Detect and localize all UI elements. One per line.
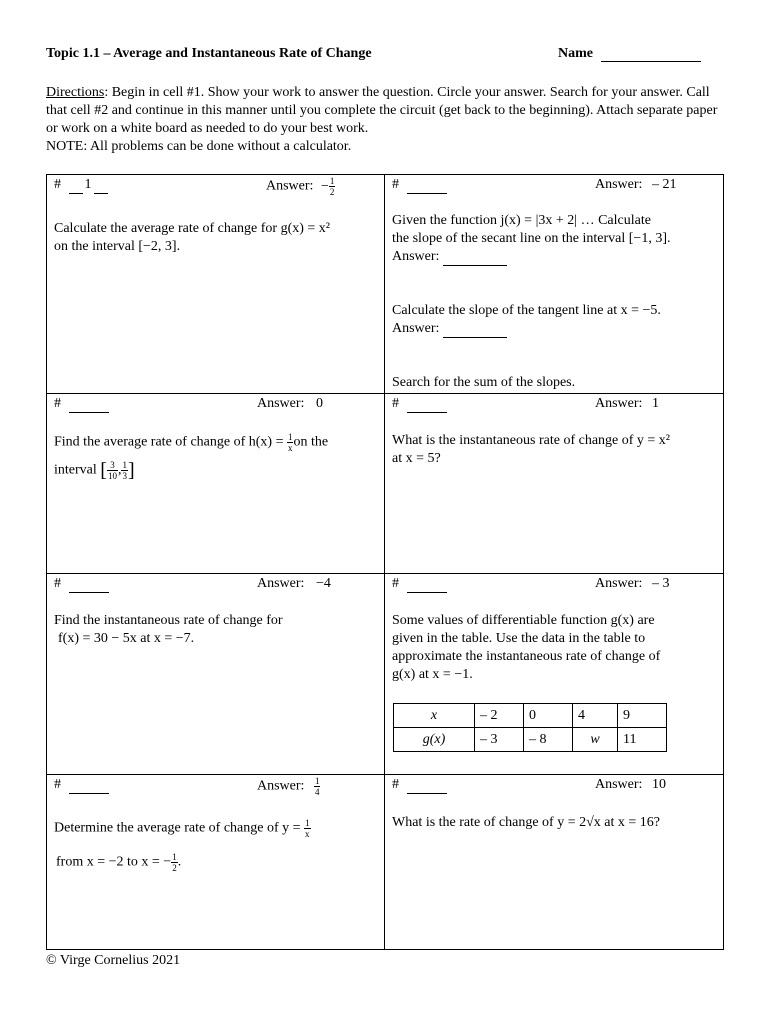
table-cell: w <box>573 728 618 752</box>
directions-block <box>46 84 726 156</box>
grid-divider-row-3 <box>46 774 724 775</box>
directions-label: Directions <box>46 85 105 100</box>
cell-3-answer: Answer: 0 <box>257 396 323 411</box>
cell-2-answer-blank-2[interactable] <box>443 324 507 338</box>
cell-4-problem: What is the instantaneous rate of change of y = x² at x = 5? <box>392 433 671 466</box>
cell-2-number: # <box>392 176 447 194</box>
cell-7-answer: Answer: $\frac{1}{4}$ <box>257 776 320 797</box>
grid-divider-row-2 <box>46 573 724 574</box>
table-cell: – 2 <box>475 704 524 728</box>
grid-divider-row-1 <box>46 393 724 394</box>
cell-5-number-blank[interactable] <box>69 579 109 593</box>
cell-5-number: # <box>54 575 109 593</box>
cell-1-number: # 1 <box>54 176 108 194</box>
table-cell: 9 <box>618 704 667 728</box>
cell-4-answer: Answer: 1 <box>595 396 659 411</box>
table-cell: 0 <box>524 704 573 728</box>
page-title: Topic 1.1 – Average and Instantaneous Rate of Change <box>46 46 372 61</box>
table-cell: 4 <box>573 704 618 728</box>
cell-3-number-blank[interactable] <box>69 399 109 413</box>
cell-3-interval: interval [ $\frac{3}{10}$ , $\frac{1}{3}$ ] <box>54 459 135 482</box>
cell-1-answer: Answer: − $\frac{1}{2}$ <box>266 176 335 197</box>
name-field[interactable] <box>558 46 701 62</box>
grid-divider-vertical <box>384 174 385 950</box>
name-blank[interactable] <box>601 49 701 62</box>
table-cell: x <box>394 704 475 728</box>
cell-7-problem: Determine the average rate of change of y = $\frac{1}{x}$ <box>54 818 310 839</box>
cell-5-answer: Answer: −4 <box>257 576 331 591</box>
cell-2-search: Search for the sum of the slopes. <box>392 375 576 390</box>
table-cell: – 3 <box>475 728 524 752</box>
cell-6-number-blank[interactable] <box>407 579 447 593</box>
copyright: © Virge Cornelius 2021 <box>46 953 181 968</box>
cell-4-number: # <box>392 395 447 413</box>
cell-5-problem: Find the instantaneous rate of change for f(x) = 30 − 5x at x = −7. <box>54 613 283 646</box>
table-cell: 11 <box>618 728 667 752</box>
cell-8-number: # <box>392 776 447 794</box>
cell-7-number-blank[interactable] <box>69 780 109 794</box>
cell-2-problem: Given the function j(x) = |3x + 2| … Calculate the slope of the secant line on the interval [−1, 3]. Answer: <box>392 213 671 264</box>
table-cell: g(x) <box>394 728 475 752</box>
cell-7-range: from x = −2 to x = − $\frac{1}{2}$ . <box>56 852 182 873</box>
cell-8-number-blank[interactable] <box>407 780 447 794</box>
cell-2-answer: Answer: – 21 <box>595 177 677 192</box>
cell-6-problem: Some values of differentiable function g(x) are given in the table. Use the data in the table to approximate the instantaneous rate of change of g(x) at x = −1. <box>392 613 661 682</box>
cell-3-number: # <box>54 395 109 413</box>
cell-8-problem: What is the rate of change of y = 2√x at x = 16? <box>392 815 660 830</box>
cell-6-data-table <box>393 703 667 752</box>
cell-7-number: # <box>54 776 109 794</box>
cell-1-number-value: 1 <box>84 177 92 192</box>
cell-2-number-blank[interactable] <box>407 180 447 194</box>
table-cell: – 8 <box>524 728 573 752</box>
cell-2-problem-tangent: Calculate the slope of the tangent line at x = −5. Answer: <box>392 303 661 336</box>
cell-8-answer: Answer: 10 <box>595 777 666 792</box>
cell-1-problem: Calculate the average rate of change for g(x) = x² on the interval [−2, 3]. <box>54 221 331 254</box>
cell-4-number-blank[interactable] <box>407 399 447 413</box>
cell-2-answer-blank-1[interactable] <box>443 252 507 266</box>
name-label: Name <box>558 46 593 61</box>
cell-6-answer: Answer: – 3 <box>595 576 670 591</box>
directions-note: NOTE: All problems can be done without a calculator. <box>46 139 352 154</box>
cell-6-number: # <box>392 575 447 593</box>
directions-text: : Begin in cell #1. Show your work to answer the question. Circle your answer. Search for your answer. Call that cell #2 and continue in this manner until you complete the circuit (get back to the beginning). Attach separate paper or work on a white board as needed to do your best work. <box>46 85 718 136</box>
table-row <box>394 728 667 752</box>
table-row <box>394 704 667 728</box>
cell-3-problem: Find the average rate of change of h(x) = $\frac{1}{x}$ on the <box>54 432 329 453</box>
